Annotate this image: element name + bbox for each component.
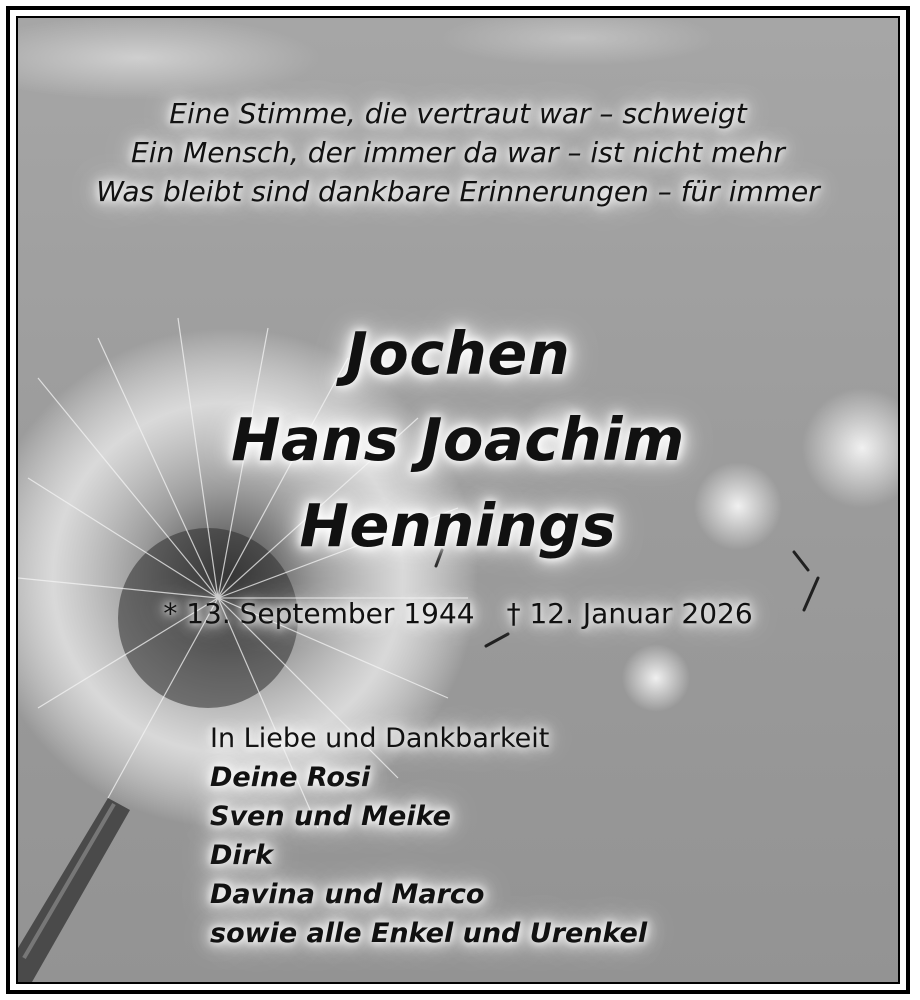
mourner-name: Sven und Meike [210,801,451,832]
birth-date: * 13. September 1944 [163,597,475,630]
obituary-card [16,16,900,984]
mourner-name: Dirk [210,840,273,871]
quote-line: Ein Mensch, der immer da war – ist nicht mehr [131,136,785,169]
mourner-name: sowie alle Enkel und Urenkel [210,918,648,949]
quote-line: Was bleibt sind dankbare Erinnerungen – für immer [96,175,820,208]
deceased-surname: Hennings [299,491,617,560]
outer-frame [6,6,910,994]
mourners-block [210,720,647,953]
mourner-name: Davina und Marco [210,879,485,910]
mourner-name: Deine Rosi [210,762,371,793]
quote-line: Eine Stimme, die vertraut war – schweigt [169,97,747,130]
death-date: † 12. Januar 2026 [506,597,753,630]
deceased-middle-names: Hans Joachim [231,405,685,474]
deceased-first-name: Jochen [345,319,571,388]
closing-intro: In Liebe und Dankbarkeit [210,723,550,754]
life-dates [18,594,898,634]
memorial-quote [18,94,898,211]
